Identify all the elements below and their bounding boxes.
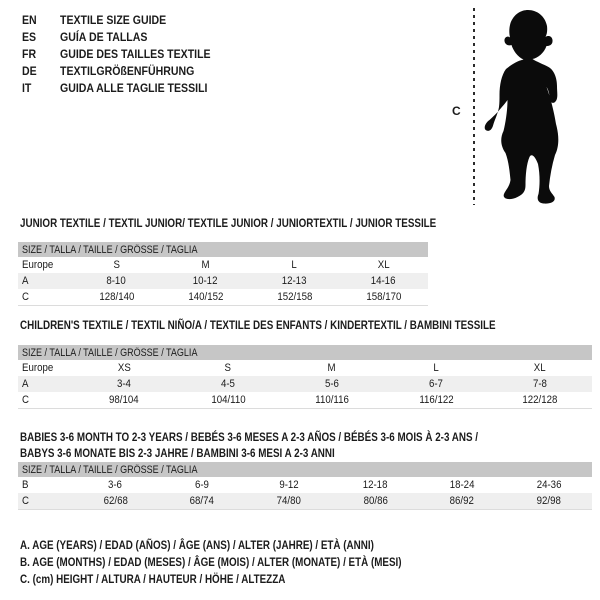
table-cell: 74/80 — [276, 495, 301, 507]
babies-heading-line2: BABYS 3-6 MONATE BIS 2-3 JAHRE / BAMBINI 3-6 MESI A 2-3 ANNI — [20, 446, 335, 460]
size-header-label: SIZE / TALLA / TAILLE / GRÖSSE / TAGLIA — [22, 346, 198, 359]
table-cell: 18-24 — [449, 479, 475, 491]
table-row — [18, 360, 592, 376]
size-header-label: SIZE / TALLA / TAILLE / GRÖSSE / TAGLIA — [22, 463, 198, 476]
table-cell: 68/74 — [189, 495, 215, 507]
table-cell: 128/140 — [98, 291, 134, 303]
table-cell: 62/68 — [103, 495, 128, 507]
children-size-table — [18, 345, 592, 409]
table-cell: 9-12 — [278, 479, 299, 491]
language-row — [22, 46, 231, 63]
table-cell: L — [433, 362, 439, 374]
section-heading-children: CHILDREN'S TEXTILE / TEXTIL NIÑO/A / TEXTILE DES ENFANTS / KINDERTEXTIL / BAMBINI TESSILE — [20, 318, 496, 332]
table-cell: S — [113, 259, 120, 271]
table-cell: 12-13 — [282, 275, 307, 287]
table-cell: 122/128 — [522, 394, 558, 406]
language-code: DE — [22, 64, 37, 78]
table-row — [18, 273, 428, 289]
table-row — [18, 257, 428, 273]
table-cell: 6-7 — [429, 378, 443, 390]
language-code: ES — [22, 30, 37, 44]
table-cell: 7-8 — [533, 378, 547, 390]
row-label: C — [22, 495, 29, 507]
height-measure-label: C — [452, 104, 461, 118]
language-code: FR — [22, 47, 37, 61]
language-title: TEXTILE SIZE GUIDE — [60, 13, 167, 27]
row-label: Europe — [22, 259, 54, 271]
language-title: GUIDA ALLE TAGLIE TESSILI — [60, 81, 208, 95]
footnote-b: B. AGE (MONTHS) / EDAD (MESES) / ÂGE (MOIS) / ALTER (MONATE) / ETÀ (MESI) — [20, 555, 402, 569]
table-cell: 12-18 — [362, 479, 388, 491]
language-code: EN — [22, 13, 37, 27]
table-cell: 86/92 — [449, 495, 475, 507]
table-cell: XS — [117, 362, 131, 374]
baby-silhouette-icon — [482, 8, 570, 204]
table-row — [18, 477, 592, 493]
row-label: C — [22, 394, 29, 406]
table-cell: 10-12 — [193, 275, 218, 287]
table-row — [18, 289, 428, 305]
language-title: GUIDE DES TAILLES TEXTILE — [60, 47, 211, 61]
table-cell: 110/116 — [315, 394, 349, 406]
table-cell: S — [224, 362, 232, 374]
language-title: TEXTILGRÖßENFÜHRUNG — [60, 64, 195, 78]
table-cell: M — [201, 259, 210, 271]
language-title: GUÍA DE TALLAS — [60, 30, 148, 44]
size-header-label: SIZE / TALLA / TAILLE / GRÖSSE / TAGLIA — [22, 243, 198, 256]
table-cell: 3-4 — [117, 378, 131, 390]
table-cell: 4-5 — [221, 378, 235, 390]
table-cell: 116/122 — [418, 394, 454, 406]
footnote-a: A. AGE (YEARS) / EDAD (AÑOS) / ÂGE (ANS) / ALTER (JAHRE) / ETÀ (ANNI) — [20, 538, 374, 552]
table-cell: 8-10 — [106, 275, 127, 287]
table-cell: 98/104 — [109, 394, 139, 406]
table-cell: 24-36 — [536, 479, 562, 491]
language-row — [22, 63, 231, 80]
table-cell: 104/110 — [210, 394, 246, 406]
table-cell: XL — [377, 259, 390, 271]
row-label: A — [22, 378, 29, 390]
language-code: IT — [22, 81, 32, 95]
table-row — [18, 392, 592, 408]
table-cell: XL — [534, 362, 546, 374]
language-row — [22, 12, 231, 29]
table-row — [18, 493, 592, 509]
table-row — [18, 376, 592, 392]
table-cell: 5-6 — [325, 378, 339, 390]
table-cell: 3-6 — [108, 479, 123, 491]
junior-size-table — [18, 242, 428, 306]
table-cell: 6-9 — [195, 479, 209, 491]
row-label: A — [22, 275, 29, 287]
footnote-c: C. (cm) HEIGHT / ALTURA / HAUTEUR / HÖHE / ALTEZZA — [20, 572, 286, 586]
table-cell: 158/170 — [365, 291, 401, 303]
row-label: C — [22, 291, 29, 303]
language-row — [22, 29, 231, 46]
table-cell: 92/98 — [536, 495, 561, 507]
row-label: Europe — [22, 362, 54, 374]
table-cell: 140/152 — [187, 291, 223, 303]
table-cell: 80/86 — [363, 495, 388, 507]
language-row — [22, 80, 231, 97]
babies-heading-line1: BABIES 3-6 MONTH TO 2-3 YEARS / BEBÉS 3-6 MESES A 2-3 AÑOS / BÉBÉS 3-6 MOIS À 2-3 ANS / — [20, 430, 479, 444]
height-measure-dashed-line — [473, 8, 475, 205]
row-label: B — [22, 479, 29, 491]
table-cell: L — [291, 259, 298, 271]
size-header-bar — [18, 462, 592, 477]
language-title-block — [22, 12, 231, 97]
table-cell: M — [327, 362, 337, 374]
size-header-bar — [18, 242, 428, 257]
table-cell: 152/158 — [276, 291, 312, 303]
section-heading-junior: JUNIOR TEXTILE / TEXTIL JUNIOR/ TEXTILE JUNIOR / JUNIORTEXTIL / JUNIOR TESSILE — [20, 216, 437, 230]
babies-size-table — [18, 462, 592, 510]
size-header-bar — [18, 345, 592, 360]
footnotes-block — [20, 537, 485, 588]
table-cell: 14-16 — [371, 275, 396, 287]
section-heading-babies — [20, 429, 579, 461]
